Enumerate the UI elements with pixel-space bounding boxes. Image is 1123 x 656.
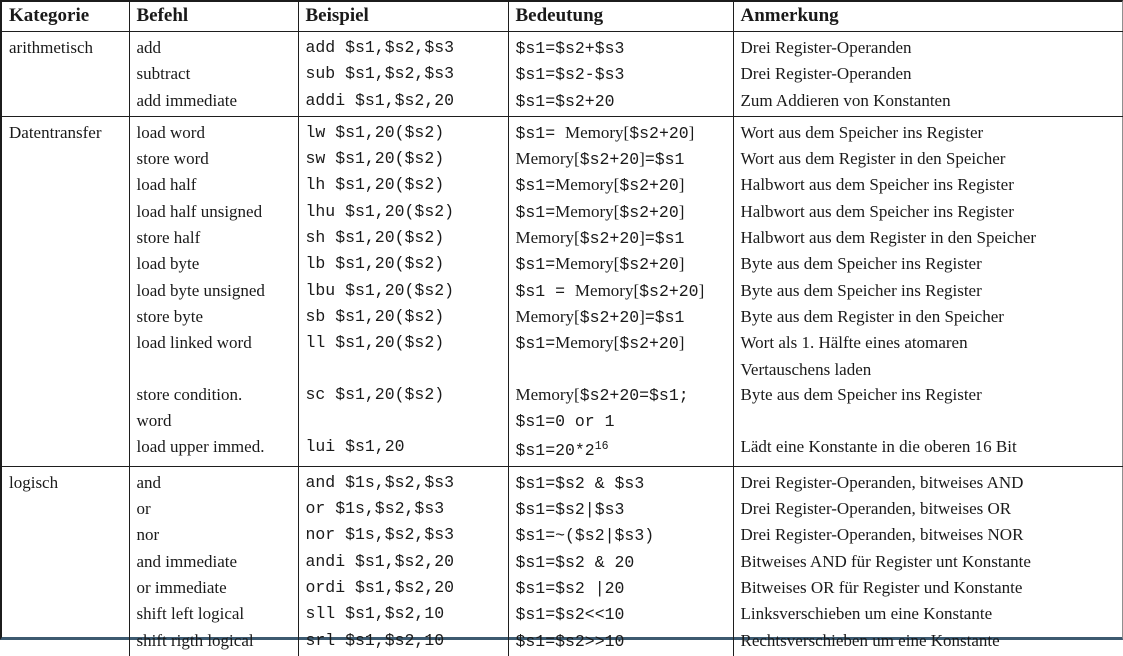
bedeutung-segment: $s1=$s2-$s3 <box>515 65 625 85</box>
table-row <box>2 628 1123 656</box>
beispiel-cell: lhu $s1,20($s2) <box>298 199 508 225</box>
column-header-beispiel: Beispiel <box>298 2 508 32</box>
bedeutung-segment: Memory[ <box>515 228 580 248</box>
kategorie-cell: arithmetisch <box>2 32 129 117</box>
bedeutung-segment: ] <box>688 122 695 142</box>
befehl-cell: or <box>129 496 298 522</box>
beispiel-cell: lui $s1,20 <box>298 434 508 466</box>
befehl-cell: store condition. <box>129 382 298 408</box>
bedeutung-segment: ] <box>678 201 685 221</box>
table-row <box>2 251 1123 277</box>
befehl-cell: word <box>129 408 298 434</box>
bedeutung-segment: $s2+20 <box>579 307 640 327</box>
anmerkung-cell: Lädt eine Konstante in die oberen 16 Bit <box>733 434 1123 466</box>
beispiel-cell: andi $s1,$s2,20 <box>298 549 508 575</box>
bedeutung-segment: $s1=$s2|$s3 <box>515 500 625 520</box>
bedeutung-segment: ] <box>639 149 645 169</box>
bedeutung-segment: $s1=~($s2|$s3) <box>515 526 655 546</box>
bedeutung-segment: $s2+20 <box>619 176 679 196</box>
bedeutung-segment: $s2+20 <box>629 123 689 143</box>
bedeutung-cell <box>508 330 733 356</box>
bedeutung-segment: Memory[ <box>574 280 640 300</box>
bedeutung-segment: $s1=20*2 <box>515 441 595 461</box>
bedeutung-segment: $s1=$s2+$s3 <box>515 39 625 58</box>
kategorie-cell: Datentransfer <box>2 116 129 466</box>
anmerkung-cell: Drei Register-Operanden <box>733 61 1123 87</box>
bedeutung-segment: $s1= <box>515 334 556 354</box>
table-row <box>2 116 1123 146</box>
bedeutung-segment: $s2+20 <box>619 334 679 354</box>
bedeutung-segment: $s1= <box>515 123 566 143</box>
table-row <box>2 601 1123 627</box>
beispiel-cell: and $1s,$s2,$s3 <box>298 466 508 496</box>
anmerkung-cell: Halbwort aus dem Speicher ins Register <box>733 172 1123 198</box>
bedeutung-segment: ] <box>678 254 685 274</box>
beispiel-cell: sc $s1,20($s2) <box>298 382 508 408</box>
bedeutung-segment: $s1=$s2+20 <box>515 91 615 111</box>
anmerkung-cell: Wort aus dem Speicher ins Register <box>733 116 1123 146</box>
bedeutung-segment: Memory[ <box>555 333 620 353</box>
bedeutung-segment: $s1=0 or 1 <box>515 412 615 432</box>
bedeutung-segment: $s2+20 <box>579 150 640 170</box>
beispiel-cell: sll $s1,$s2,10 <box>298 601 508 627</box>
bedeutung-cell <box>508 61 733 87</box>
anmerkung-cell: Byte aus dem Speicher ins Register <box>733 278 1123 304</box>
bedeutung-segment: $s2+20 <box>619 202 679 222</box>
column-header-anmerkung: Anmerkung <box>733 2 1123 32</box>
befehl-cell <box>129 357 298 382</box>
anmerkung-cell: Bitweises AND für Register unt Konstante <box>733 549 1123 575</box>
table-row <box>2 357 1123 382</box>
table-body <box>2 32 1123 656</box>
bedeutung-cell <box>508 88 733 117</box>
befehl-cell: subtract <box>129 61 298 87</box>
beispiel-cell: sub $s1,$s2,$s3 <box>298 61 508 87</box>
anmerkung-cell: Drei Register-Operanden, bitweises AND <box>733 466 1123 496</box>
table-row <box>2 496 1123 522</box>
anmerkung-cell: Drei Register-Operanden <box>733 32 1123 62</box>
beispiel-cell: addi $s1,$s2,20 <box>298 88 508 117</box>
table-row <box>2 382 1123 408</box>
bedeutung-cell <box>508 357 733 382</box>
bedeutung-segment: $s1=$s2>>10 <box>515 631 625 651</box>
beispiel-cell: nor $1s,$s2,$s3 <box>298 522 508 548</box>
bedeutung-cell <box>508 496 733 522</box>
beispiel-cell: sw $s1,20($s2) <box>298 146 508 172</box>
bedeutung-segment: Memory[ <box>515 149 580 169</box>
anmerkung-cell: Zum Addieren von Konstanten <box>733 88 1123 117</box>
bedeutung-segment: $s2+20=$s1; <box>579 385 689 405</box>
bedeutung-cell <box>508 382 733 408</box>
befehl-cell: nor <box>129 522 298 548</box>
table-row <box>2 32 1123 62</box>
beispiel-cell: ll $s1,20($s2) <box>298 330 508 356</box>
bedeutung-cell <box>508 575 733 601</box>
anmerkung-cell: Drei Register-Operanden, bitweises NOR <box>733 522 1123 548</box>
beispiel-cell: add $s1,$s2,$s3 <box>298 32 508 62</box>
instruction-table <box>2 2 1123 656</box>
bedeutung-cell <box>508 304 733 330</box>
anmerkung-cell: Halbwort aus dem Speicher ins Register <box>733 199 1123 225</box>
table-row <box>2 575 1123 601</box>
beispiel-cell: lbu $s1,20($s2) <box>298 278 508 304</box>
beispiel-cell: sh $s1,20($s2) <box>298 225 508 251</box>
bedeutung-segment: ] <box>639 306 645 326</box>
bedeutung-cell <box>508 408 733 434</box>
anmerkung-cell: Drei Register-Operanden, bitweises OR <box>733 496 1123 522</box>
bedeutung-segment: $s1 = <box>515 281 575 301</box>
bedeutung-cell <box>508 628 733 656</box>
befehl-cell: load half unsigned <box>129 199 298 225</box>
anmerkung-cell: Rechtsverschieben um eine Konstante <box>733 628 1123 656</box>
anmerkung-cell: Byte aus dem Speicher ins Register <box>733 382 1123 408</box>
bedeutung-segment: 16 <box>594 440 609 454</box>
bedeutung-segment: $s1=$s2 |20 <box>515 578 625 598</box>
bedeutung-segment: Memory[ <box>515 306 580 326</box>
beispiel-cell <box>298 408 508 434</box>
bedeutung-segment: $s2+20 <box>639 281 699 301</box>
bedeutung-segment: $s1= <box>515 176 556 196</box>
bedeutung-segment: Memory[ <box>555 254 620 274</box>
befehl-cell: add <box>129 32 298 62</box>
bedeutung-segment: $s1= <box>515 255 556 275</box>
header-row <box>2 2 1123 32</box>
table-row <box>2 549 1123 575</box>
befehl-cell: shift rigth logical <box>129 628 298 656</box>
bedeutung-cell <box>508 116 733 146</box>
befehl-cell: store byte <box>129 304 298 330</box>
befehl-cell: store half <box>129 225 298 251</box>
anmerkung-cell: Vertauschens laden <box>733 357 1123 382</box>
bedeutung-cell <box>508 172 733 198</box>
anmerkung-cell: Linksverschieben um eine Konstante <box>733 601 1123 627</box>
bedeutung-segment: $s1= <box>515 202 556 222</box>
beispiel-cell: ordi $s1,$s2,20 <box>298 575 508 601</box>
beispiel-cell <box>298 357 508 382</box>
befehl-cell: and immediate <box>129 549 298 575</box>
table-row <box>2 225 1123 251</box>
table-row <box>2 88 1123 117</box>
bedeutung-segment: =$s1 <box>644 229 685 249</box>
table-header <box>2 2 1123 32</box>
bedeutung-segment: $s1=$s2 & $s3 <box>515 473 645 493</box>
table-row <box>2 330 1123 356</box>
befehl-cell: store word <box>129 146 298 172</box>
bedeutung-cell <box>508 601 733 627</box>
bedeutung-segment: $s2+20 <box>619 255 679 275</box>
bedeutung-cell <box>508 146 733 172</box>
befehl-cell: shift left logical <box>129 601 298 627</box>
befehl-cell: load word <box>129 116 298 146</box>
bedeutung-cell <box>508 32 733 62</box>
table-row <box>2 434 1123 466</box>
bedeutung-cell <box>508 466 733 496</box>
beispiel-cell: or $1s,$s2,$s3 <box>298 496 508 522</box>
column-header-kategorie: Kategorie <box>2 2 129 32</box>
anmerkung-cell: Wort aus dem Register in den Speicher <box>733 146 1123 172</box>
beispiel-cell: lw $s1,20($s2) <box>298 116 508 146</box>
befehl-cell: load byte <box>129 251 298 277</box>
bedeutung-segment: ] <box>698 280 705 300</box>
table-row <box>2 408 1123 434</box>
bedeutung-segment: Memory[ <box>565 122 630 142</box>
anmerkung-cell: Bitweises OR für Register und Konstante <box>733 575 1123 601</box>
anmerkung-cell <box>733 408 1123 434</box>
column-header-befehl: Befehl <box>129 2 298 32</box>
bedeutung-segment: $s1=$s2<<10 <box>515 605 625 625</box>
befehl-cell: load half <box>129 172 298 198</box>
bedeutung-cell <box>508 225 733 251</box>
table-row <box>2 146 1123 172</box>
bedeutung-segment: =$s1 <box>644 307 685 327</box>
table-row <box>2 278 1123 304</box>
table-row <box>2 172 1123 198</box>
table-row <box>2 304 1123 330</box>
bedeutung-cell <box>508 549 733 575</box>
bedeutung-segment: ] <box>678 175 685 195</box>
befehl-cell: or immediate <box>129 575 298 601</box>
bedeutung-segment: Memory[ <box>515 384 580 404</box>
bedeutung-segment: $s1=$s2 & 20 <box>515 552 635 572</box>
befehl-cell: load linked word <box>129 330 298 356</box>
bedeutung-cell <box>508 199 733 225</box>
befehl-cell: load upper immed. <box>129 434 298 466</box>
bedeutung-segment: $s2+20 <box>579 229 640 249</box>
bedeutung-cell <box>508 251 733 277</box>
table-row <box>2 199 1123 225</box>
befehl-cell: add immediate <box>129 88 298 117</box>
anmerkung-cell: Byte aus dem Register in den Speicher <box>733 304 1123 330</box>
anmerkung-cell: Wort als 1. Hälfte eines atomaren <box>733 330 1123 356</box>
kategorie-cell: logisch <box>2 466 129 656</box>
bedeutung-segment: =$s1 <box>644 150 685 170</box>
anmerkung-cell: Halbwort aus dem Register in den Speicher <box>733 225 1123 251</box>
bedeutung-cell <box>508 434 733 466</box>
table-row <box>2 522 1123 548</box>
anmerkung-cell: Byte aus dem Speicher ins Register <box>733 251 1123 277</box>
beispiel-cell: srl $s1,$s2,10 <box>298 628 508 656</box>
bedeutung-segment: ] <box>639 228 645 248</box>
bedeutung-cell <box>508 522 733 548</box>
beispiel-cell: lb $s1,20($s2) <box>298 251 508 277</box>
bedeutung-segment: ] <box>678 333 685 353</box>
table-row <box>2 61 1123 87</box>
bedeutung-segment: Memory[ <box>555 175 620 195</box>
bedeutung-cell <box>508 278 733 304</box>
beispiel-cell: sb $s1,20($s2) <box>298 304 508 330</box>
befehl-cell: load byte unsigned <box>129 278 298 304</box>
beispiel-cell: lh $s1,20($s2) <box>298 172 508 198</box>
bedeutung-segment: Memory[ <box>555 201 620 221</box>
column-header-bedeutung: Bedeutung <box>508 2 733 32</box>
table-row <box>2 466 1123 496</box>
befehl-cell: and <box>129 466 298 496</box>
